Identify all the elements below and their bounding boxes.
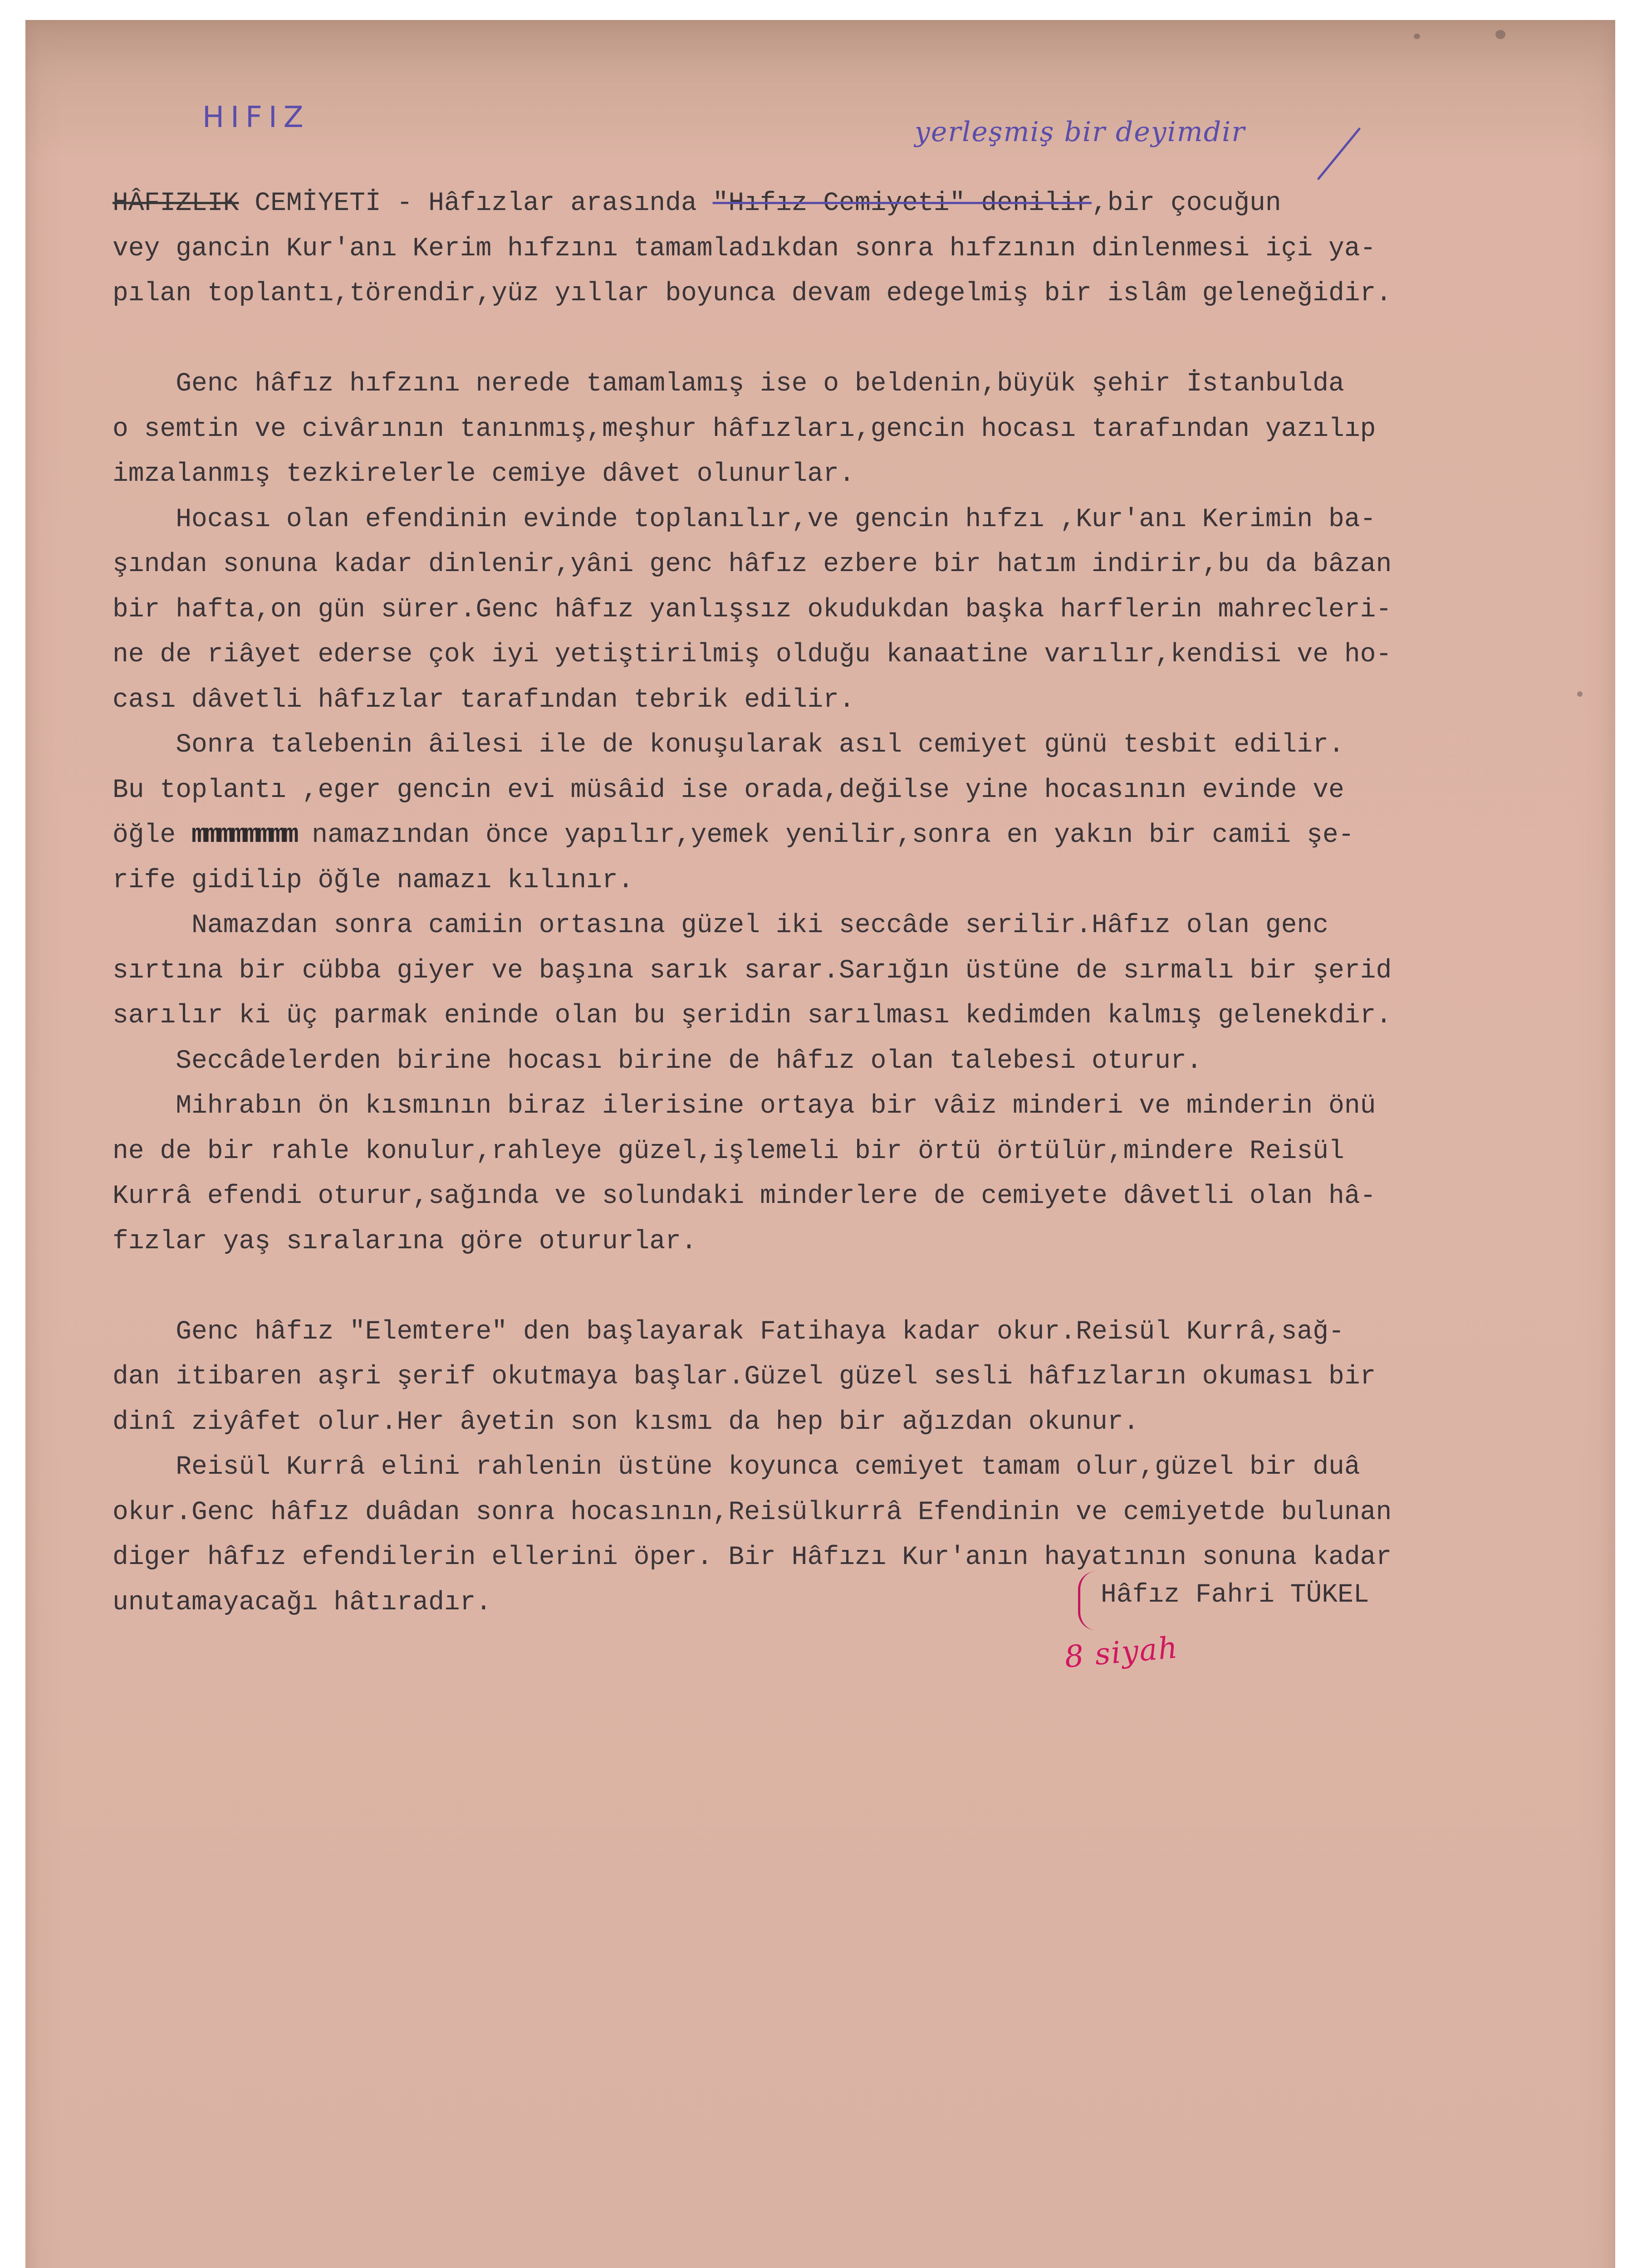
line-text: öğle bbox=[113, 821, 192, 850]
typed-line bbox=[113, 723, 1615, 768]
insertion-caret-icon bbox=[1309, 124, 1364, 183]
line-text: cası dâvetli hâfızlar tarafından tebrik edilir. bbox=[113, 685, 855, 715]
line-text-tail: ,bir çocuğun bbox=[1091, 189, 1281, 218]
typed-signature: Hâfız Fahri TÜKEL bbox=[1101, 1580, 1369, 1610]
line-text: sarılır ki üç parmak eninde olan bu şeridin sarılması kedimden kalmış gelenekdir. bbox=[113, 1001, 1392, 1031]
typed-line bbox=[113, 678, 1615, 723]
typed-line bbox=[113, 226, 1615, 272]
typed-line bbox=[113, 1264, 1615, 1310]
paper-stain bbox=[1414, 34, 1420, 39]
typed-over-text: mmmmmmmm bbox=[191, 821, 296, 850]
typed-line bbox=[113, 317, 1615, 362]
line-text: Genc hâfız hıfzını nerede tamamlamış ise o beldenin,büyük şehir İstanbulda bbox=[113, 369, 1344, 399]
typed-line bbox=[113, 1445, 1615, 1490]
line-text: unutamayacağı hâtıradır. bbox=[113, 1588, 492, 1618]
signature-bracket-mark bbox=[1078, 1571, 1098, 1630]
typed-body-text bbox=[113, 181, 1615, 1625]
typed-line bbox=[113, 181, 1615, 226]
line-text: diger hâfız efendilerin ellerini öper. Bir Hâfızı Kur'anın hayatının sonuna kadar bbox=[113, 1543, 1392, 1572]
typed-line bbox=[113, 813, 1615, 858]
line-text: Hocası olan efendinin evinde toplanılır,ve gencin hıfzı ,Kur'anı Kerimin ba- bbox=[113, 504, 1376, 534]
typed-line bbox=[113, 632, 1615, 678]
line-text: dinî ziyâfet olur.Her âyetin son kısmı da hep bir ağızdan okunur. bbox=[113, 1407, 1139, 1437]
line-text: pılan toplantı,törendir,yüz yıllar boyunca devam edegelmiş bir islâm geleneğidir. bbox=[113, 279, 1392, 308]
paper-stain bbox=[1495, 30, 1505, 39]
typed-line bbox=[113, 1400, 1615, 1445]
line-text: sırtına bir cübba giyer ve başına sarık sarar.Sarığın üstüne de sırmalı bir şerid bbox=[113, 956, 1392, 986]
typed-line bbox=[113, 362, 1615, 407]
typed-line bbox=[113, 587, 1615, 633]
line-text: bir hafta,on gün sürer.Genc hâfız yanlışsız okudukdan başka harflerin mahrecleri- bbox=[113, 595, 1392, 625]
line-text-tail: namazından önce yapılır,yemek yenilir,sonra en yakın bir camii şe- bbox=[296, 821, 1354, 850]
typed-line bbox=[113, 858, 1615, 904]
line-text: Bu toplantı ,eger gencin evi müsâid ise orada,değilse yine hocasının evinde ve bbox=[113, 775, 1344, 805]
line-text: vey gancin Kur'anı Kerim hıfzını tamamladıkdan sonra hıfzının dinlenmesi içi ya- bbox=[113, 234, 1376, 264]
line-text: CEMİYETİ - Hâfızlar arasında bbox=[239, 189, 713, 218]
typed-line bbox=[113, 1310, 1615, 1355]
line-text: Reisül Kurrâ elini rahlenin üstüne koyunca cemiyet tamam olur,güzel bir duâ bbox=[113, 1452, 1360, 1482]
typed-line bbox=[113, 497, 1615, 543]
line-text: Sonra talebenin âilesi ile de konuşularak asıl cemiyet günü tesbit edilir. bbox=[113, 730, 1344, 760]
struck-text: HÂFIZLIK bbox=[113, 189, 239, 218]
typed-line bbox=[113, 1580, 1615, 1626]
typed-line bbox=[113, 1174, 1615, 1219]
typed-line bbox=[113, 948, 1615, 994]
line-text: fızlar yaş sıralarına göre otururlar. bbox=[113, 1227, 697, 1256]
typed-line bbox=[113, 542, 1615, 587]
line-text: Genc hâfız "Elemtere" den başlayarak Fatihaya kadar okur.Reisül Kurrâ,sağ- bbox=[113, 1317, 1344, 1347]
line-text: o semtin ve civârının tanınmış,meşhur hâfızları,gencin hocası tarafından yazılıp bbox=[113, 414, 1376, 444]
line-text: dan itibaren aşri şerif okutmaya başlar.Güzel güzel sesli hâfızların okuması bir bbox=[113, 1362, 1376, 1392]
line-text bbox=[113, 324, 128, 354]
typed-line bbox=[113, 1490, 1615, 1535]
paper-stain bbox=[1577, 691, 1583, 697]
line-text bbox=[113, 1272, 128, 1301]
line-text: Seccâdelerden birine hocası birine de hâfız olan talebesi oturur. bbox=[113, 1046, 1202, 1076]
typed-line bbox=[113, 271, 1615, 317]
typed-line bbox=[113, 993, 1615, 1039]
line-text: ne de bir rahle konulur,rahleye güzel,işlemeli bir örtü örtülür,mindere Reisül bbox=[113, 1136, 1344, 1166]
typed-line bbox=[113, 1354, 1615, 1400]
line-text: Kurrâ efendi oturur,sağında ve solundaki minderlere de cemiyete dâvetli olan hâ- bbox=[113, 1182, 1376, 1211]
line-text: okur.Genc hâfız duâdan sonra hocasının,Reisülkurrâ Efendinin ve cemiyetde bulunan bbox=[113, 1497, 1392, 1527]
line-text: rife gidilip öğle namazı kılınır. bbox=[113, 865, 634, 895]
typed-line bbox=[113, 407, 1615, 452]
typed-line bbox=[113, 1084, 1615, 1129]
typed-line bbox=[113, 1039, 1615, 1084]
line-text: şından sonuna kadar dinlenir,yâni genc hâfız ezbere bir hatım indirir,bu da bâzan bbox=[113, 550, 1392, 579]
handwritten-title: HIFIZ bbox=[202, 101, 310, 134]
typed-line bbox=[113, 452, 1615, 497]
line-text: ne de riâyet ederse çok iyi yetiştirilmiş olduğu kanaatine varılır,kendisi ve ho- bbox=[113, 640, 1392, 670]
line-text: imzalanmış tezkirelerle cemiye dâvet olunurlar. bbox=[113, 459, 855, 489]
line-text: Mihrabın ön kısmının biraz ilerisine ortaya bir vâiz minderi ve minderin önü bbox=[113, 1091, 1376, 1121]
line-text: Namazdan sonra camiin ortasına güzel iki seccâde serilir.Hâfız olan genc bbox=[113, 911, 1329, 940]
typed-line bbox=[113, 768, 1615, 813]
typed-line bbox=[113, 1219, 1615, 1265]
typed-line bbox=[113, 1129, 1615, 1174]
handwritten-insertion: yerleşmiş bir deyimdir bbox=[915, 116, 1246, 148]
typed-line bbox=[113, 1535, 1615, 1580]
typed-line bbox=[113, 903, 1615, 948]
handwritten-note: 8 siyah bbox=[1063, 1630, 1180, 1675]
document-page bbox=[25, 20, 1615, 2268]
struck-text: "Hıfız Cemiyeti" denilir bbox=[712, 189, 1092, 218]
